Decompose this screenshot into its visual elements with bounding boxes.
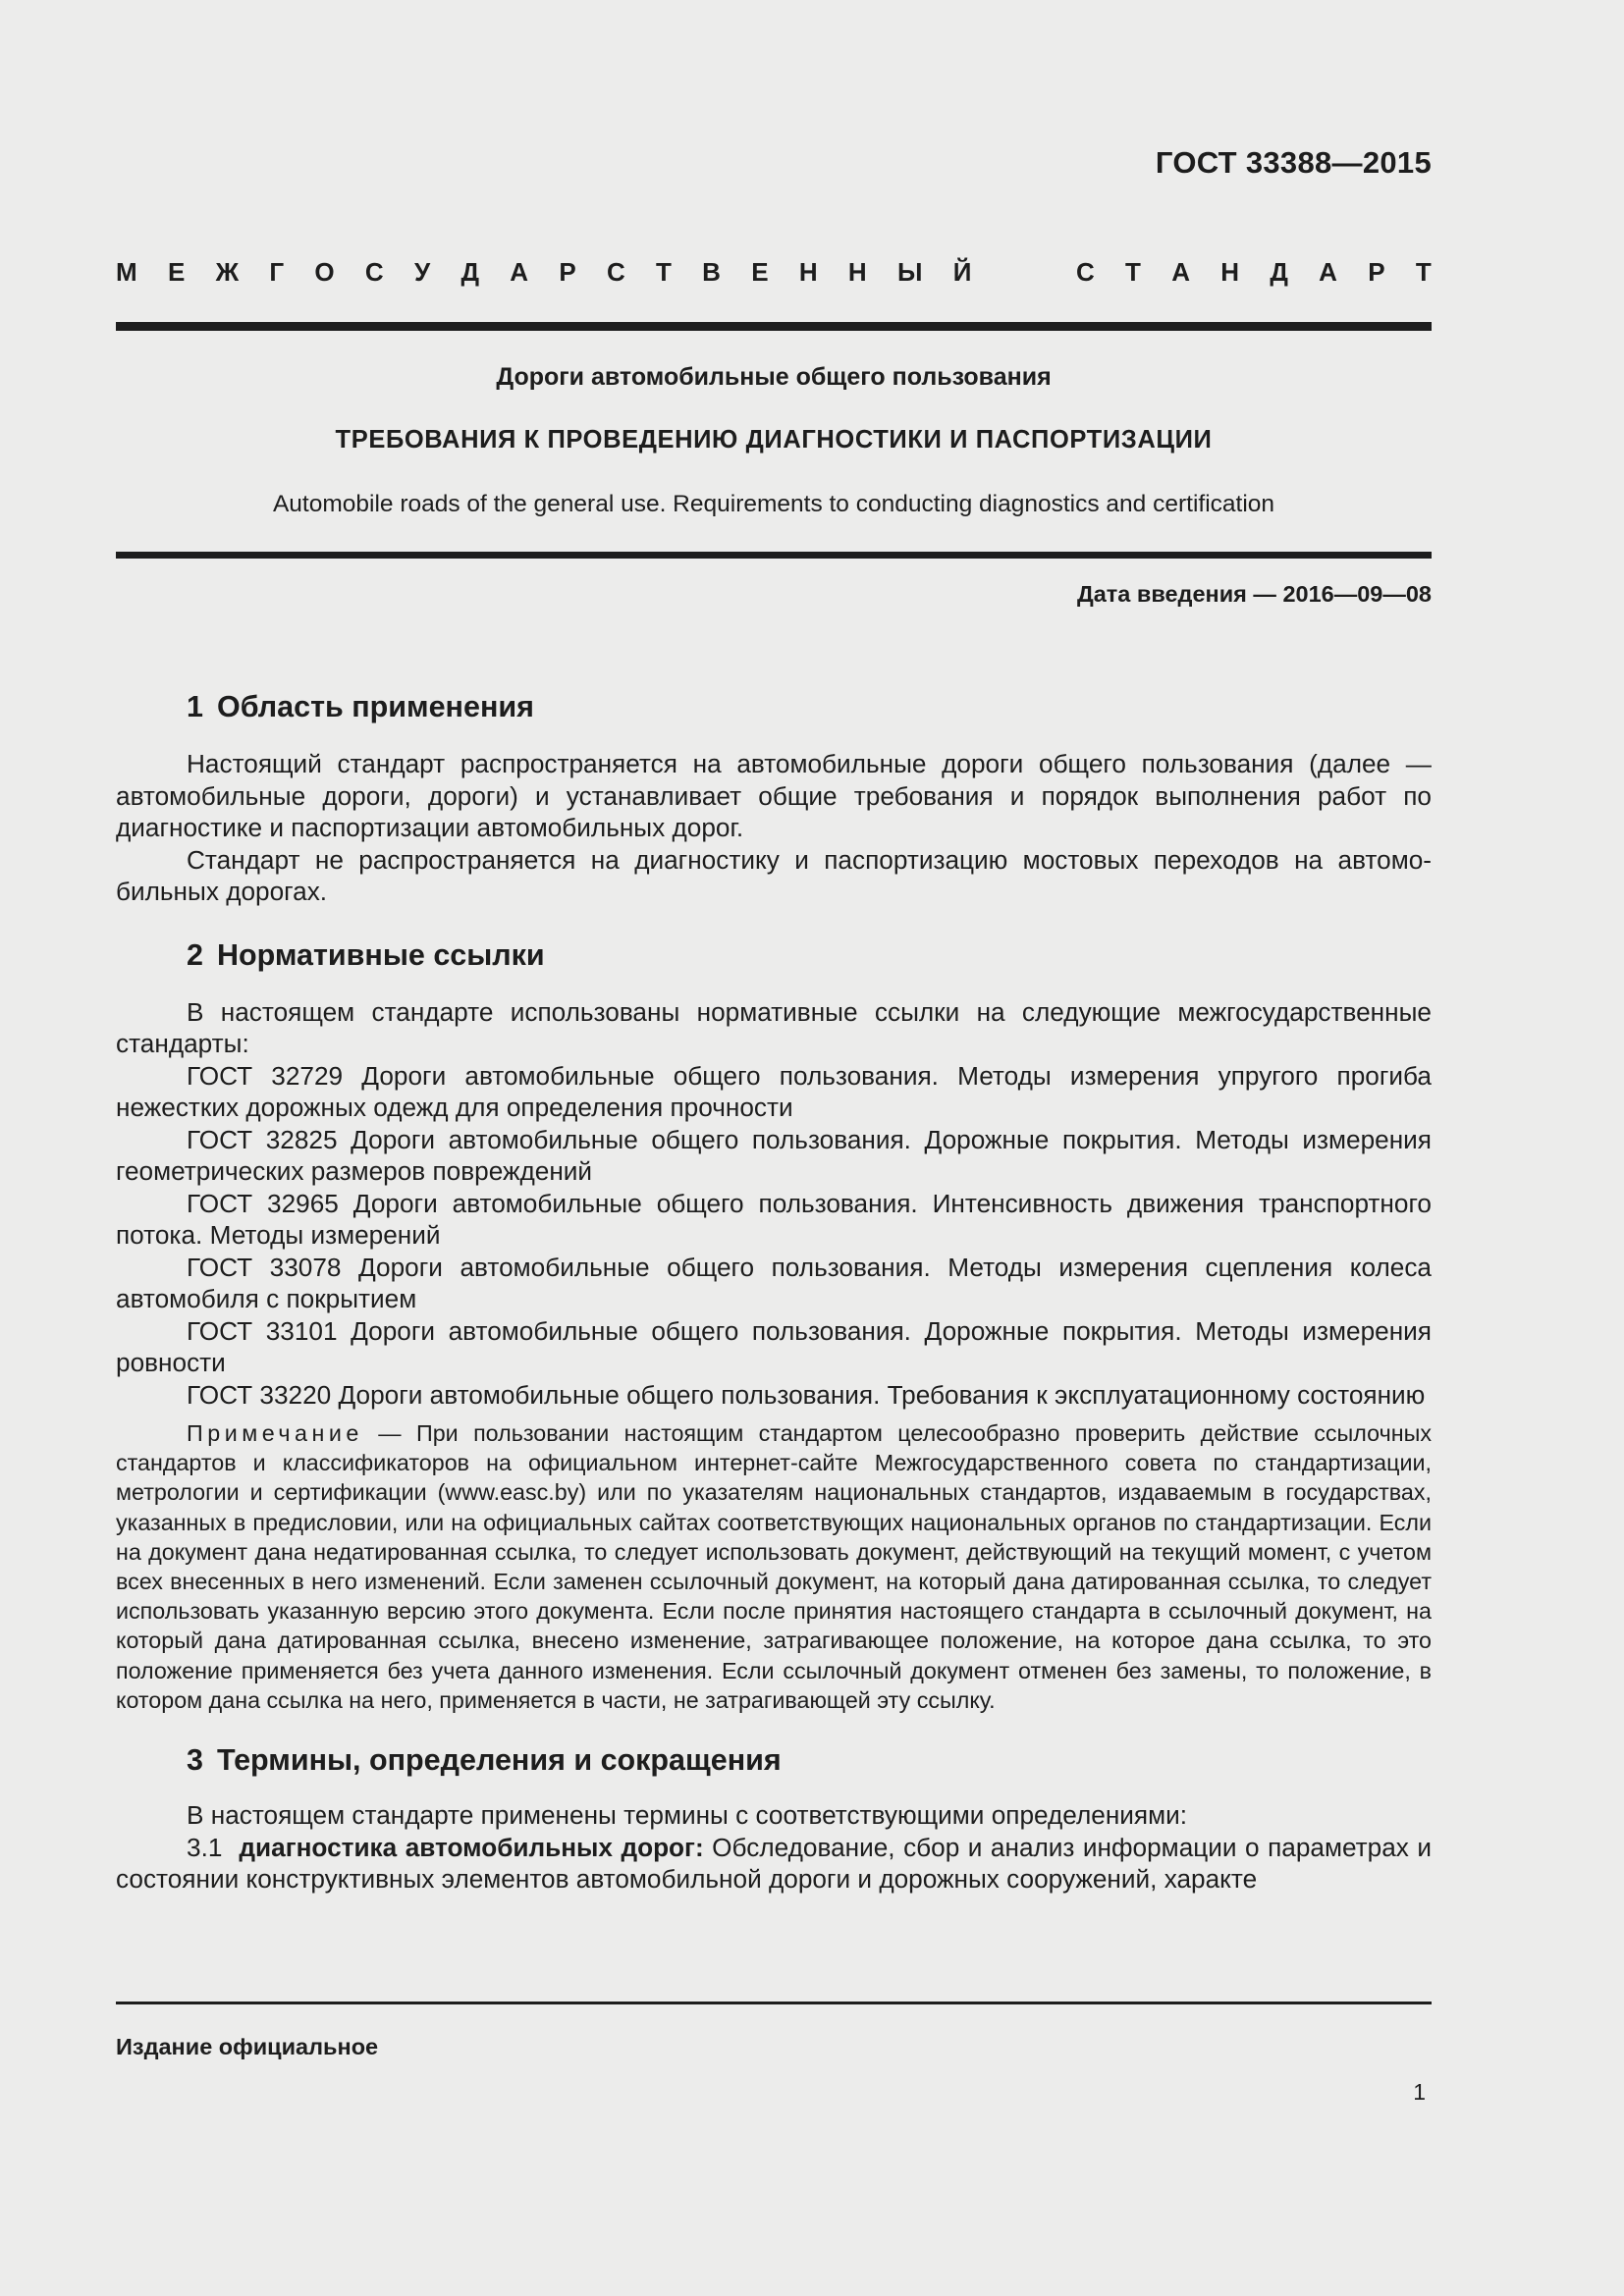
standard-type-letter: Т — [1415, 257, 1432, 287]
standard-type-letter: Г — [269, 257, 285, 287]
section-title: Нормативные ссылки — [216, 937, 545, 972]
section-number: 1 — [187, 690, 203, 723]
word-gap — [1002, 257, 1046, 288]
standard-type-letter: Р — [1368, 257, 1385, 287]
standard-type-letter: Д — [1270, 257, 1288, 287]
document-title-en: Automobile roads of the general use. Requirements to conducting diagnostics and certification — [272, 491, 1275, 517]
reference-item: ГОСТ 33101 Дороги автомобильные общего пользования. Дорожные покрытия. Методы измерения ровности — [116, 1315, 1432, 1377]
section-title: Термины, определения и сокращения — [216, 1743, 782, 1778]
section-heading — [116, 935, 1432, 975]
footer-rule — [116, 2002, 1432, 2004]
note-block — [116, 1418, 1432, 1715]
term-definition — [116, 1832, 1432, 1896]
reference-item: ГОСТ 33220 Дороги автомобильные общего пользования. Требования к эксплуатационному состоянию — [187, 1379, 1426, 1410]
paragraph: Настоящий стандарт распространяется на автомобильные дороги общего пользования (далее — автомобильные дороги, дороги) и устанавливает общие требования и порядок выполнения работ по диагностике и паспортизации автомобильных дорог. — [116, 749, 1432, 842]
section-heading — [116, 687, 1432, 726]
standard-type-letter: А — [1171, 257, 1190, 287]
standard-type-letter: М — [116, 257, 137, 287]
document-subject: Дороги автомобильные общего пользования — [496, 363, 1052, 391]
standard-type-letter: Т — [1125, 257, 1141, 287]
document-body — [116, 687, 1432, 1896]
reference-item: ГОСТ 33078 Дороги автомобильные общего пользования. Методы измерения сцепления колеса автомобиля с покрытием — [116, 1252, 1432, 1313]
section-body — [116, 1799, 1432, 1896]
edition-label: Издание официальное — [116, 2034, 379, 2059]
standard-type-letter: Ж — [215, 257, 240, 287]
standard-type-letter: Р — [559, 257, 576, 287]
document-page — [116, 0, 1432, 2296]
term-number: 3.1 — [187, 1832, 223, 1862]
standard-type-letter: Е — [167, 257, 186, 287]
standard-type-letter: О — [314, 257, 335, 287]
standard-type-letter: Е — [751, 257, 769, 287]
paragraph: В настоящем стандарте использованы нормативные ссылки на следующие межгосударственные стандарты: — [116, 996, 1432, 1058]
standard-type-letter: Н — [847, 257, 867, 287]
header-rule — [116, 322, 1432, 331]
section-body — [116, 996, 1432, 1716]
section-body — [116, 748, 1432, 908]
reference-item: ГОСТ 32729 Дороги автомобильные общего пользования. Методы измерения упругого прогиба нежестких дорожных одежд для определения прочности — [116, 1060, 1432, 1122]
standard-type-letter: А — [510, 257, 529, 287]
standard-type-letter: Д — [460, 257, 479, 287]
paragraph: В настоящем стандарте применены термины с соответствующими определениями: — [187, 1800, 1187, 1831]
standard-type-letter: В — [702, 257, 721, 287]
reference-item: ГОСТ 32965 Дороги автомобильные общего пользования. Интенсивность движения транспортного потока. Методы измерений — [116, 1188, 1432, 1250]
note-text: — При пользовании настоящим стандартом целесообразно проверить действие ссылочных стандартов и классификаторов на официальном интернет-сайте Межгосударственного совета по стандартизации, метрологии и сертификации (www.easc.by) или по указателям национальных стандартов, издаваемым в государствах, указанных в предисловии, или на официальных сайтах соответствующих национальных органов по стандартизации. Если на документ дана недатированная ссылка, то следует использовать документ, действующий на текущий момент, с учетом всех внесенных в него изменений. Если заменен ссылочный документ, на который дана датированная ссылка, то следует использовать указанную версию этого документа. Если после принятия настоящего стандарта в ссылочный документ, на который дана датированная ссылка, внесено изменение, затрагивающее положение, на которое дана ссылка, то это положение применяется без учета данного изменения. Если ссылочный документ отменен без замены, то положение, в котором дана ссылка на него, применяется в части, не затрагивающей эту ссылку. — [116, 1420, 1432, 1713]
standard-type-letter: Н — [1220, 257, 1240, 287]
standard-type-letter: Й — [952, 257, 972, 287]
standard-type-letter: У — [413, 257, 431, 287]
term-text: Обследование, сбор и анализ информации о параметрах и состоянии конструктивных элементов автомобильной дороги и дорожных сооружений, характе — [116, 1832, 1432, 1895]
standard-type-letter: А — [1319, 257, 1337, 287]
introduction-date: Дата введения — 2016—09—08 — [1076, 581, 1432, 607]
page-number: 1 — [1413, 2079, 1426, 2105]
reference-item: ГОСТ 32825 Дороги автомобильные общего пользования. Дорожные покрытия. Методы измерения геометрических размеров повреждений — [116, 1124, 1432, 1186]
section-heading — [116, 1740, 1432, 1780]
document-number: ГОСТ 33388—2015 — [1155, 145, 1432, 180]
standard-type-letter: С — [1075, 257, 1095, 287]
document-title-ru: ТРЕБОВАНИЯ К ПРОВЕДЕНИЮ ДИАГНОСТИКИ И ПАСПОРТИЗАЦИИ — [335, 426, 1213, 454]
standard-type-letter: Т — [656, 257, 672, 287]
standard-type-letter: Ы — [896, 257, 923, 287]
note — [116, 1418, 1432, 1715]
term-name: диагностика автомобильных дорог: — [239, 1832, 704, 1862]
title-rule — [116, 552, 1432, 559]
section-number: 3 — [187, 1743, 203, 1778]
standard-type-heading — [116, 257, 1432, 288]
paragraph: Стандарт не распространяется на диагностику и паспортизацию мостовых переходов на автомобильных дорогах. — [116, 844, 1432, 906]
standard-type-letter: С — [364, 257, 384, 287]
standard-type-letter: Н — [798, 257, 818, 287]
section-number: 2 — [187, 937, 203, 972]
standard-type-letter: С — [606, 257, 625, 287]
note-label: Примечание — [187, 1420, 363, 1446]
section-title: Область применения — [216, 690, 534, 723]
